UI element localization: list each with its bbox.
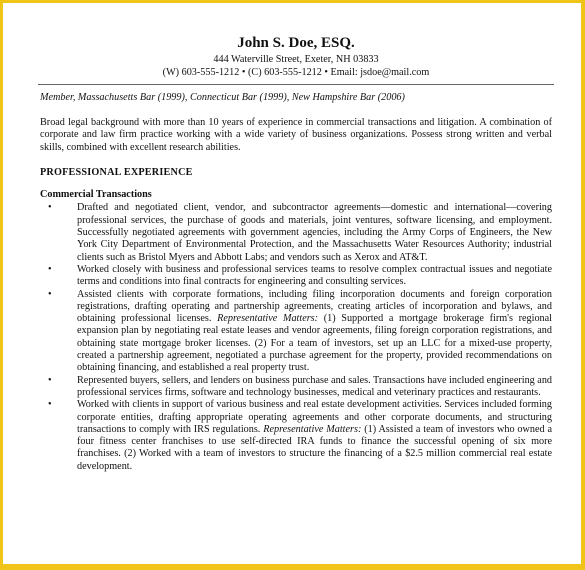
bullet-icon: • — [48, 263, 52, 275]
experience-bullet-5 — [40, 399, 552, 473]
representative-matters-label: Representative Matters: — [263, 423, 362, 435]
bullet-text: Assisted clients with corporate formations, including filing incorporation documents and foreign corporation registrations, drafting operating and partnership agreements, creating articles of incorporation and bylaws, and obtaining professional licenses. — [77, 288, 552, 325]
bullet-icon: • — [48, 288, 52, 300]
bullet-text: Worked with clients in support of various business and real estate development activities. Services included forming corporate entities, drafting appropriate operating agreements and other corporate documents, and structuring transactions to comply with IRS regulations. — [77, 399, 552, 435]
experience-bullet-3 — [40, 289, 552, 375]
representative-matters-text: (1) Assisted a team of investors who owned a four fitness center franchises to use self-directed IRA funds to finance the successful opening of six more franchises. (2) Worked with a team of investors to structure the financing of a $2.5 million commercial real estate development. — [77, 423, 552, 472]
bullet-icon: • — [48, 202, 52, 214]
subsection-heading: Commercial Transactions — [40, 189, 152, 201]
address-line: 444 Waterville Street, Exeter, NH 03833 — [213, 54, 379, 65]
experience-bullet-1 — [40, 202, 552, 263]
bullet-text: Worked closely with business and professional services teams to resolve complex contractual issues and negotiate terms and conditions into final contracts for engineering and consulting services. — [77, 263, 552, 288]
experience-list — [40, 202, 552, 473]
bar-memberships: Member, Massachusetts Bar (1999), Connecticut Bar (1999), New Hampshire Bar (2006) — [40, 92, 405, 103]
bullet-icon: • — [48, 374, 52, 386]
representative-matters-label: Representative Matters: — [217, 313, 319, 325]
resume-name: John S. Doe, ESQ. — [237, 35, 355, 51]
contact-line: (W) 603-555-1212 • (C) 603-555-1212 • Email: jsdoe@mail.com — [162, 67, 430, 78]
experience-bullet-4 — [40, 375, 552, 400]
section-heading: PROFESSIONAL EXPERIENCE — [40, 166, 193, 178]
summary-paragraph: Broad legal background with more than 10 years of experience in commercial transactions and litigation. A combination of corporate and law firm practice working with a wide variety of business organizations. Possess strong written and verbal skills, combined with excellent research abilities. — [40, 117, 552, 153]
resume-document — [40, 34, 552, 473]
representative-matters-text: (1) Supported a mortgage brokerage firm's regional expansion plan by negotiating real estate leases and vendor agreements, filing foreign corporation registrations, and obtaining state mortgage broker licenses. (2) For a team of investors, set up an LLC for a mixed-use property, created a partnership agreement, negotiated a purchase agreement for the property, provided recommendations on obtaining financing, and established a real property trust. — [77, 313, 553, 374]
header-divider — [38, 84, 554, 85]
experience-bullet-2 — [40, 264, 552, 289]
bullet-text: Represented buyers, sellers, and lenders on business purchase and sales. Transactions have included engineering and professional services firms, software and technology businesses, medical and veterinary practices and restaurants. — [77, 374, 553, 398]
bullet-text: Drafted and negotiated client, vendor, and subcontractor agreements—domestic and international—covering professional services, the purchase of goods and materials, joint ventures, software licensing, and employment. Successfully negotiated agreements with government agencies, including the Army Corps of Engineers, the New York City Department of Environmental Protection, and the Massachusetts Water Resources Authority; industrial clients such as Bristol Myers and Abbott Labs; and vendors such as Xerox and AT&T. — [77, 202, 552, 263]
bullet-icon: • — [48, 399, 52, 411]
